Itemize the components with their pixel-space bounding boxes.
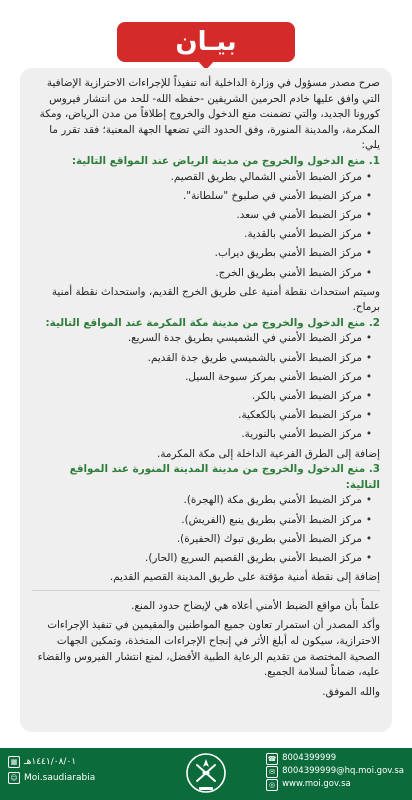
list-item: • مركز الضبط الأمني بطريق ديراب. <box>32 246 372 262</box>
section-note: إضافة إلى الطرق الفرعية الداخلة إلى مكة المكرمة. <box>157 447 380 460</box>
list-item: • مركز الضبط الأمني بطريق مكة (الهجرة). <box>32 493 372 509</box>
section-note: وسيتم استحداث نقطة أمنية على طريق الخرج القديم، واستحداث نقطة أمنية برماح. <box>51 285 380 314</box>
email-icon: ✉ <box>266 766 278 778</box>
social-handle[interactable]: Moi.saudiarabia <box>24 773 96 783</box>
globe-icon: ◎ <box>266 779 278 791</box>
checkpoint-list <box>32 331 380 443</box>
list-item: • مركز الضبط الأمني في الشميسي بطريق جدة السريع. <box>32 331 372 347</box>
section-note: إضافة إلى نقطة أمنية مؤقتة على طريق المدينة القصيم القديم. <box>109 571 380 584</box>
list-item: • مركز الضبط الأمني بالكعكية. <box>32 408 372 424</box>
closing-block <box>32 599 380 701</box>
section-heading: 1. منع الدخول والخروج من مدينة الرياض عند المواقع التالية: <box>71 154 380 167</box>
list-item: • مركز الضبط الأمني بطريق القصيم السريع (الحار). <box>32 551 372 567</box>
closing-paragraph: وأكد المصدر أن استمرار تعاون جميع المواطنين والمقيمين في تنفيذ الإجراءات الاحترازية، سيكون له أبلغ الأثر في إنجاح الإجراءات المتخذة، وتمكين الجهات الصحية المختصة من تقديم الرعاية الطبية الأفضل، لمنع انتشار الفيروس والقضاء عليه، ضماناً لسلامة الجميع. <box>37 619 380 679</box>
checkpoint-list <box>32 493 380 566</box>
banner-area <box>0 0 412 72</box>
section-madinah <box>32 462 380 586</box>
checkpoint-list <box>32 170 380 282</box>
divider <box>32 590 380 591</box>
footer-date: ١٤٤١/٠٨/٠١هـ <box>24 757 77 767</box>
ministry-emblem-icon <box>185 751 227 797</box>
section-heading: 3. منع الدخول والخروج من مدينة المدينة المنورة عند المواقع التالية: <box>69 463 380 491</box>
list-item: • مركز الضبط الأمني بطريق ينبع (الفريش). <box>32 513 372 529</box>
list-item: • مركز الضبط الأمني الشمالي بطريق القصيم. <box>32 170 372 186</box>
statement-banner: بيـان <box>117 22 295 62</box>
footer-phone[interactable]: 8004399999 <box>282 753 337 763</box>
section-riyadh <box>32 154 380 316</box>
list-item: • مركز الضبط الأمني في سعد. <box>32 208 372 224</box>
snapchat-icon[interactable]: ☺ <box>8 772 20 784</box>
footer-contacts <box>266 752 404 791</box>
section-makkah <box>32 316 380 462</box>
list-item: • مركز الضبط الأمني بالشميسي طريق جدة القديم. <box>32 351 372 367</box>
list-item: • مركز الضبط الأمني بمركز سبوحة السيل. <box>32 370 372 386</box>
list-item: • مركز الضبط الأمني بالكر. <box>32 389 372 405</box>
closing-line: علماً بأن مواقع الضبط الأمني أعلاه هي لإيضاح حدود المنع. <box>131 599 380 612</box>
closing-signoff: والله الموفق. <box>322 685 380 698</box>
list-item: • مركز الضبط الأمني بطريق الخرج. <box>32 266 372 282</box>
phone-icon: ☎ <box>267 754 277 763</box>
footer-email[interactable]: 8004399999@hq.moi.gov.sa <box>282 766 404 776</box>
statement-card <box>20 68 392 732</box>
list-item: • مركز الضبط الأمني بالنورية. <box>32 427 372 443</box>
calendar-icon: ▦ <box>8 756 20 768</box>
list-item: • مركز الضبط الأمني بطريق تبوك (الحفيرة). <box>32 532 372 548</box>
footer-left <box>8 754 95 786</box>
intro-paragraph: صرح مصدر مسؤول في وزارة الداخلية أنه تنفيذاً للإجراءات الاحترازية الإضافية التي وافق عليها خادم الحرمين الشريفين -حفظه الله- للحد من انتشار فيروس كورونا الجديد، والتي تضمنت منع الدخول والخروج إطلاقاً من مدن الرياض، ومكة المكرمة، والمدينة المنورة، وفق الحدود التي تضعها الجهة المعنية؛ فقد تقرر ما يلي: <box>39 77 380 152</box>
list-item: • مركز الضبط الأمني بالقدية. <box>32 227 372 243</box>
section-heading: 2. منع الدخول والخروج من مدينة مكة المكرمة عند المواقع التالية: <box>45 316 380 329</box>
footer-website[interactable]: www.moi.gov.sa <box>282 779 351 789</box>
footer-bar <box>0 748 412 800</box>
list-item: • مركز الضبط الأمني في صلبوخ "سلطانة". <box>32 189 372 205</box>
